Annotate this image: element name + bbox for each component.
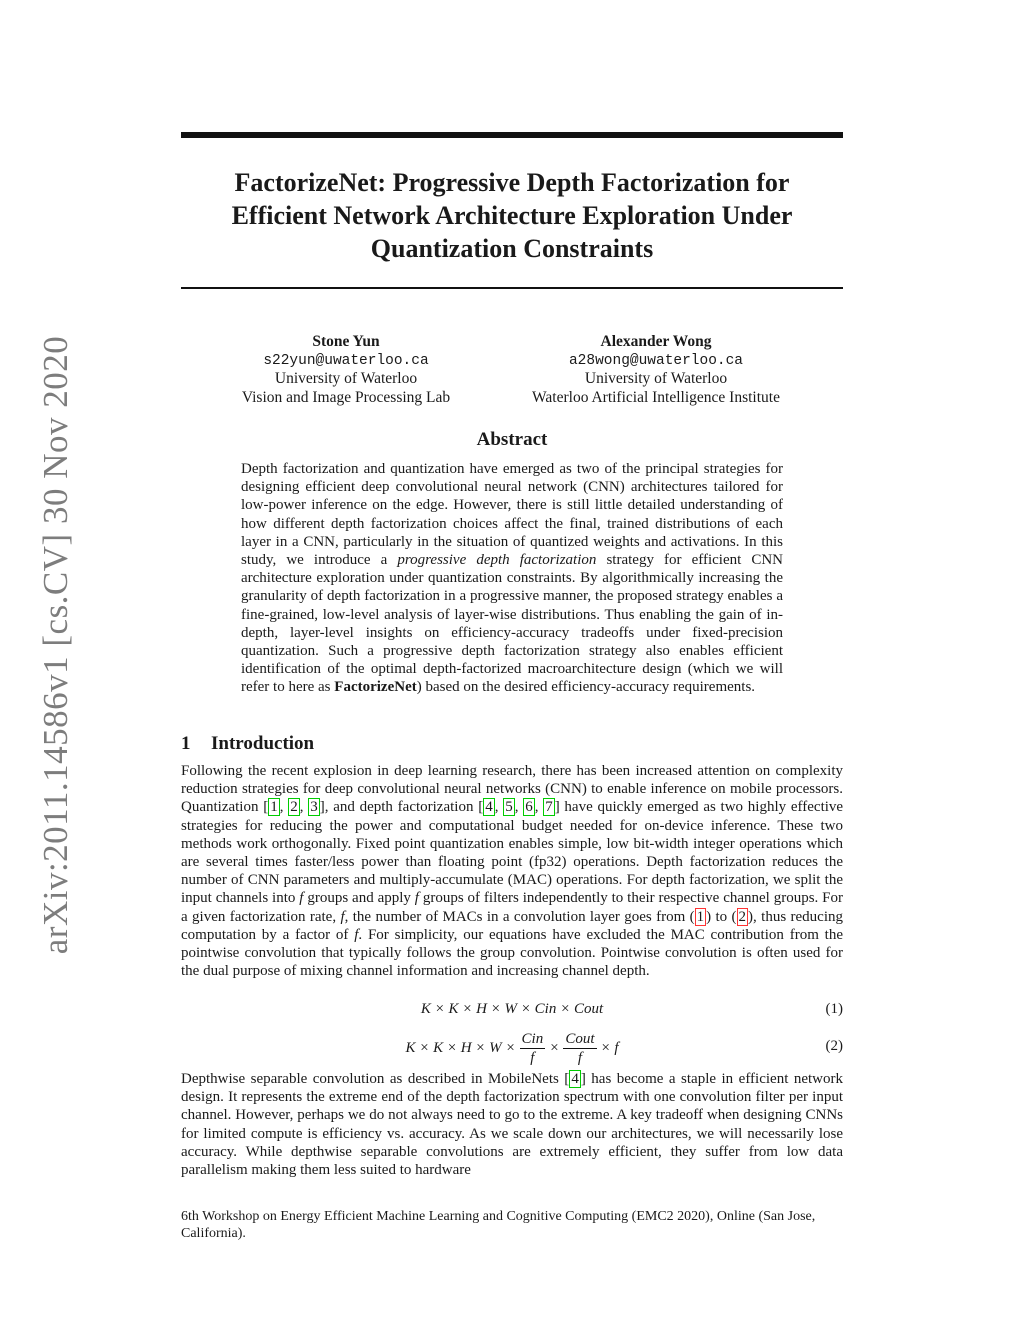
top-rule <box>181 132 843 138</box>
intro-paragraph: Following the recent explosion in deep learning research, there has been increased attention on complexity reduction strategies for deep convolutional neural networks (CNN) to enable inference on mobile processors. Quantization [ 1 , 2 , 3 ], and depth factorization [ 4 , 5 , 6 , 7 ] have quickly emerged as two highly effective strategies for reducing the power and computational budget needed for on-device inference. These two methods work orthogonally. Fixed point quantization enables simple, low bit-width integer operations which are several times faster/less power than floating point (fp32) operations. Depth factorization reduces the number of CNN parameters and multiply-accumulate (MAC) operations. For depth factorization, we split the input channels into f groups and apply f groups of filters independently to their respective channel groups. For a given factorization rate, f, the number of MACs in a convolution layer goes from ( 1 ) to ( 2 ), thus reducing computation by a factor of f. For simplicity, our equations have excluded the MAC contribution from the pointwise convolution that typically follows the group convolution. Pointwise convolution is often used for the dual purpose of mixing channel information and increasing channel depth. <box>181 763 844 980</box>
body-paragraph <box>181 1070 843 1179</box>
citation-link[interactable]: 6 <box>525 799 533 816</box>
numerator: Cout <box>565 1030 595 1047</box>
section-title: Introduction <box>211 733 315 754</box>
fraction <box>563 1030 596 1067</box>
section-heading <box>181 733 314 755</box>
text-run: Following the recent explosion in deep learning research, there has been increased attention on complexity reduction strategies for deep convolutional neural networks (CNN) to enable inference on mobile processors. Quantization [ <box>181 763 843 816</box>
text-run: ], and depth factorization [ <box>319 799 484 816</box>
abstract-text <box>241 460 783 697</box>
math-var: f <box>340 908 345 925</box>
equation-part: × f <box>600 1039 619 1056</box>
author-affiliation: University of Waterloo <box>274 370 418 387</box>
equation-part: × <box>549 1039 560 1056</box>
footnote: 6th Workshop on Energy Efficient Machine Learning and Cognitive Computing (EMC2 2020), Online (San Jose, California). <box>181 1209 816 1241</box>
text-run: . For simplicity, our equations have excluded the MAC contribution from the pointwise convolution that typically follows the group convolution. Pointwise convolution is often used for the dual purpose of mixing channel information and increasing channel depth. <box>181 926 844 980</box>
citation-link[interactable]: 3 <box>310 799 318 816</box>
text-run: ] have quickly emerged as two highly effective strategies for reducing the power and computational budget needed for on-device inference. These two methods work orthogonally. Fixed point quantization enables simple, low bit-width integer operations which are several times faster/less power than floating point (fp32) operations. Depth factorization reduces the number of CNN parameters and multiply-accumulate (MAC) operations. For depth factorization, we split the input channels into <box>181 799 844 907</box>
text-run: groups of filters independently to their respective channel groups. For a given factorization rate, <box>181 890 844 925</box>
math-var: f <box>414 890 419 907</box>
text-run: groups and apply <box>307 890 411 907</box>
citation-link[interactable]: 1 <box>270 799 278 816</box>
author-lab: Vision and Image Processing Lab <box>241 388 451 406</box>
author-email[interactable]: a28wong@uwaterloo.ca <box>568 352 744 369</box>
abstract-emphasis: progressive depth factorization <box>397 552 597 569</box>
equation-body: K × K × H × W × Cin × Cout <box>420 1001 604 1017</box>
numerator: Cin <box>521 1030 544 1047</box>
math-var: f <box>299 890 304 907</box>
equation-link[interactable]: 1 <box>696 908 705 925</box>
title-line: Quantization Constraints <box>370 234 654 263</box>
equation-number: (1) <box>825 1001 843 1017</box>
text-run: ), thus reducing computation by a factor of <box>181 908 844 943</box>
title-line: FactorizeNet: Progressive Depth Factorization for <box>234 168 790 197</box>
abstract-part: Depth factorization and quantization have emerged as two of the principal strategies for designing efficient deep convolutional neural network (CNN) architectures tailored for low-power inference on the edge. However, there is still little detailed understanding of how different depth factorization choices affect the final, trained distributions of each layer in a CNN, particularly in the situation of quantized weights and activations. In this study, we introduce a <box>241 461 783 569</box>
abstract-part: ) based on the desired efficiency-accuracy requirements. <box>416 679 756 696</box>
abstract-part: strategy for efficient CNN architecture exploration under quantization constraints. By algorithmically increasing the granularity of depth factorization in a progressive manner, the proposed strategy enables a fine-grained, low-level analysis of layer-wise distributions. Thus enabling the gain of in-depth, layer-level insights on efficiency-accuracy tradeoffs under fixed-precision quantization. Such a progressive depth factorization strategy also enables efficient identification of the optimal depth-factorized macroarchitecture design (which we will refer to here as <box>241 552 784 696</box>
denominator: f <box>530 1049 535 1066</box>
author-block <box>510 333 802 407</box>
text-run: Depthwise separable convolution as described in MobileNets [ <box>181 1071 570 1087</box>
citation-link[interactable]: 2 <box>290 799 298 816</box>
denominator: f <box>577 1049 582 1066</box>
author-email[interactable]: s22yun@uwaterloo.ca <box>263 352 429 369</box>
section-number: 1 <box>181 733 191 754</box>
arxiv-stamp: arXiv:2011.14586v1 [cs.CV] 30 Nov 2020 <box>36 335 75 955</box>
title-line: Efficient Network Architecture Exploration Under <box>231 201 793 230</box>
fraction <box>520 1030 546 1067</box>
math-var: f <box>354 926 359 943</box>
citation-link[interactable]: 7 <box>545 799 553 816</box>
citation-link[interactable]: 4 <box>485 799 493 816</box>
title-rule <box>181 287 843 289</box>
text-run: ] has become a staple in efficient network design. It represents the extreme end of the depth factorization spectrum with one convolution filter per input channel. However, perhaps we do not always need to go to the extreme. A key tradeoff when designing CNNs for limited compute is efficiency vs. accuracy. As we scale down our architectures, we will necessarily lose accuracy. While depthwise separable convolutions are extremely efficient, they suffer from low data parallelism making them less suited to hardware <box>181 1071 844 1179</box>
text-run: ) to ( <box>706 908 737 925</box>
paper-title <box>181 166 843 265</box>
equation-link[interactable]: 2 <box>738 908 747 925</box>
author-lab: Waterloo Artificial Intelligence Institute <box>532 388 780 406</box>
equation-1 <box>181 1001 843 1018</box>
abstract-strong: FactorizeNet <box>334 679 417 696</box>
equation-number: (2) <box>825 1038 843 1054</box>
citation-link[interactable]: 4 <box>571 1071 579 1087</box>
author-name: Alexander Wong <box>600 333 712 350</box>
abstract-heading: Abstract <box>476 429 548 450</box>
author-name: Stone Yun <box>312 333 380 350</box>
citation-link[interactable]: 5 <box>505 799 513 816</box>
equation-part: K × K × H × W × <box>405 1039 516 1056</box>
author-block <box>226 333 466 407</box>
equation-2 <box>181 1026 843 1070</box>
text-run: , the number of MACs in a convolution layer goes from ( <box>344 908 695 925</box>
author-affiliation: University of Waterloo <box>584 370 728 387</box>
